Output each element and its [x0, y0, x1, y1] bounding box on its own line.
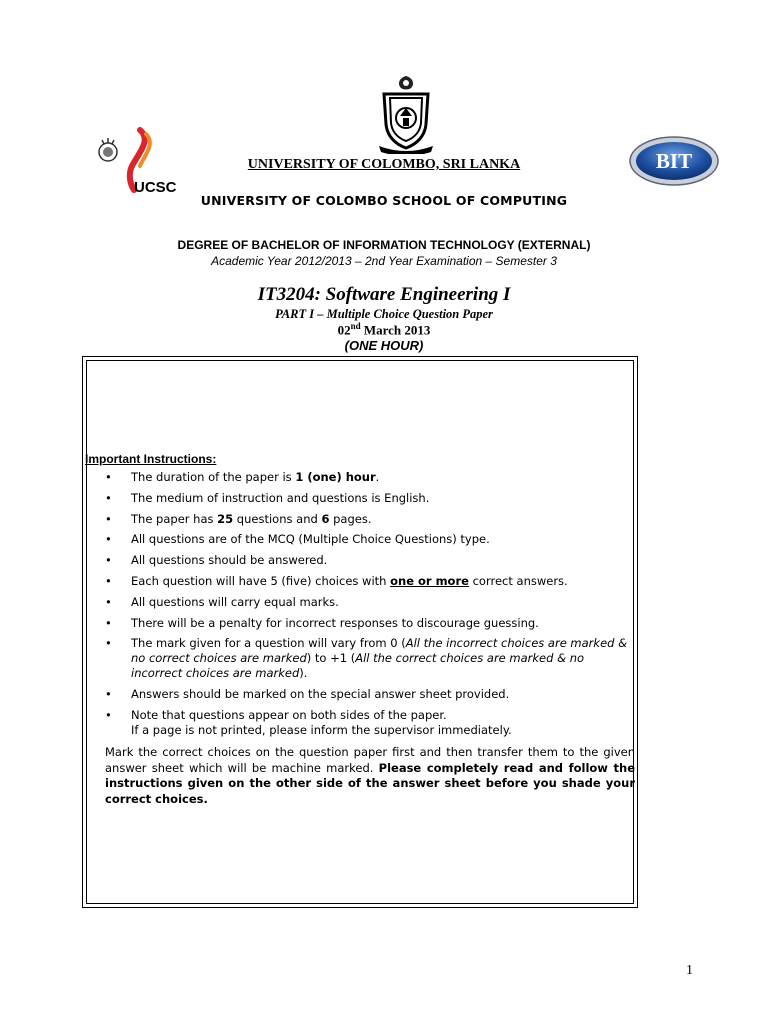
bullet-icon: •: [105, 594, 112, 609]
university-crest-logo: [375, 74, 437, 154]
list-item: • The mark given for a question will vary from 0 (All the incorrect choices are marked & no correct choices are marked) to +1 (All the correct choices are marked & no incorrect choices are marked).: [105, 636, 628, 681]
degree-title: DEGREE OF BACHELOR OF INFORMATION TECHNOLOGY (EXTERNAL): [177, 238, 591, 252]
list-item: • All questions will carry equal marks.: [105, 594, 339, 609]
bullet-icon: •: [105, 615, 112, 630]
school-name: UNIVERSITY OF COLOMBO SCHOOL OF COMPUTING: [200, 193, 568, 208]
bullet-icon: •: [105, 511, 112, 526]
list-item: • The paper has 25 questions and 6 pages.: [105, 511, 372, 526]
paper-part: PART I – Multiple Choice Question Paper: [275, 307, 493, 321]
list-item: • Answers should be marked on the special answer sheet provided.: [105, 687, 510, 702]
page-number: 1: [686, 963, 693, 978]
list-item: • All questions are of the MCQ (Multiple Choice Questions) type.: [105, 532, 490, 547]
bullet-icon: •: [105, 636, 112, 651]
bullet-icon: •: [105, 532, 112, 547]
ucsc-logo-text: UCSC: [134, 179, 177, 196]
bullet-icon: •: [105, 687, 112, 702]
academic-year: Academic Year 2012/2013 – 2nd Year Examination – Semester 3: [211, 254, 557, 268]
list-item: • All questions should be answered.: [105, 553, 328, 568]
course-title: IT3204: Software Engineering I: [257, 284, 511, 305]
bullet-icon: •: [105, 573, 112, 588]
exam-date: 02nd March 2013: [337, 321, 431, 338]
bullet-icon: •: [105, 553, 112, 568]
list-item: • Each question will have 5 (five) choices with one or more correct answers.: [105, 573, 568, 588]
list-item: • The duration of the paper is 1 (one) hour.: [105, 470, 380, 484]
instructions-paragraph: Mark the correct choices on the question paper first and then transfer them to the given answer sheet which will be machine marked. Please completely read and follow the instructions given on the other side of the answer sheet before you shade your correct choices.: [105, 745, 635, 806]
exam-duration: (ONE HOUR): [344, 338, 424, 353]
list-item: • Note that questions appear on both sides of the paper. If a page is not printed, please inform the supervisor immediately.: [105, 707, 512, 737]
bullet-icon: •: [105, 707, 112, 722]
university-name: UNIVERSITY OF COLOMBO, SRI LANKA: [247, 157, 521, 172]
bit-logo-text: BIT: [655, 149, 693, 173]
list-item: • There will be a penalty for incorrect responses to discourage guessing.: [105, 615, 539, 630]
bullet-icon: •: [105, 470, 112, 484]
bullet-icon: •: [105, 490, 112, 505]
list-item: • The medium of instruction and questions is English.: [105, 490, 430, 505]
instructions-list: [105, 470, 635, 744]
instructions-heading: Important Instructions:: [85, 452, 217, 466]
